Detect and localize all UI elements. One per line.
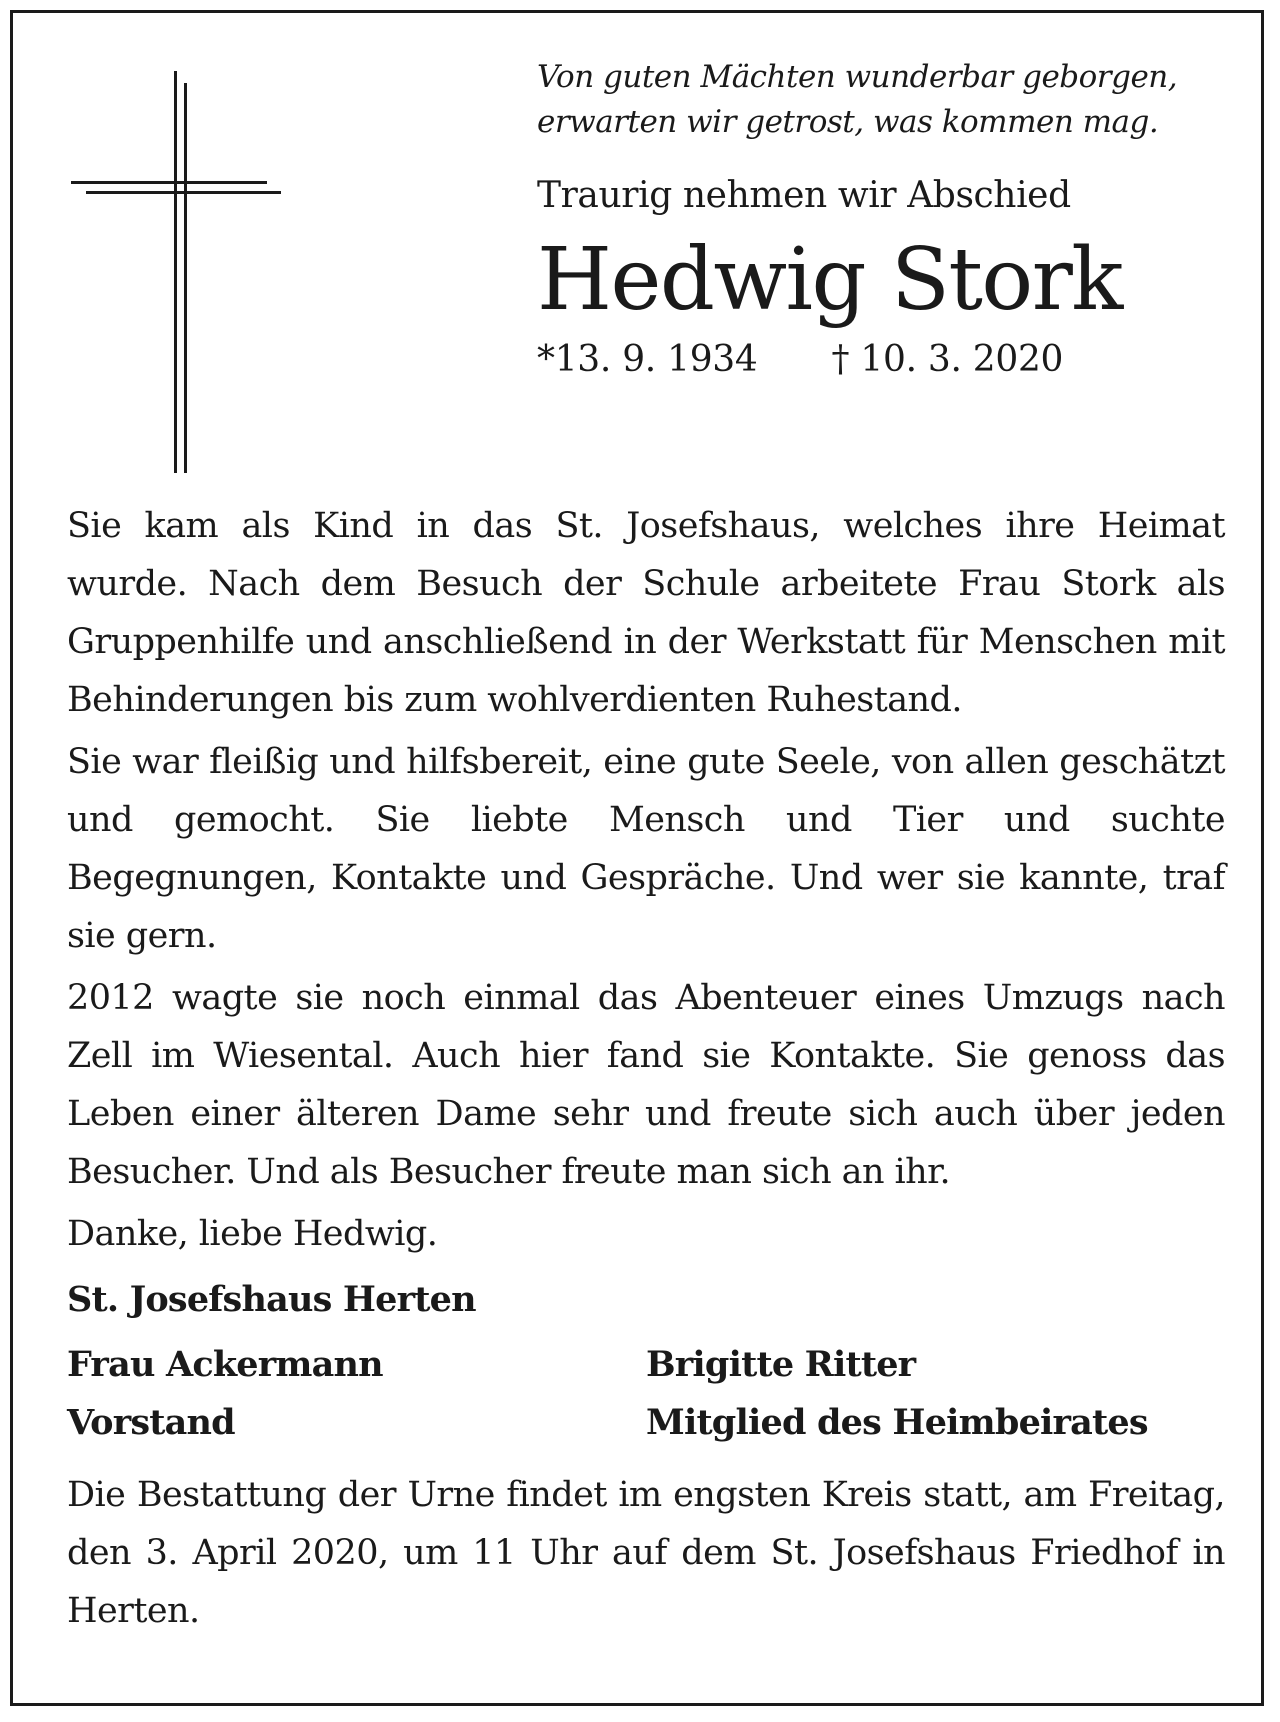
signatory-right — [646, 1336, 1225, 1452]
signatory-role: Vorstand — [67, 1402, 235, 1443]
signatory-left — [67, 1336, 646, 1452]
thanks-line: Danke, liebe Hedwig. — [67, 1214, 438, 1254]
obituary-body — [67, 497, 1225, 1675]
signatory-name: Brigitte Ritter — [646, 1344, 916, 1385]
deceased-name: Hedwig Stork — [537, 230, 1122, 330]
signatory-name: Frau Ackermann — [67, 1344, 383, 1385]
motto-line: Von guten Mächten wunderbar geborgen, — [537, 59, 1178, 95]
paragraph: 2012 wagte sie noch einmal das Abenteuer eines Umzugs nach Zell im Wiesental. Auch hier fand sie Kontakte. Sie genoss das Leben einer älteren Dame sehr und freute sich auch über jeden Besucher. Und als Besucher freute man sich an ihr. — [67, 978, 1225, 1192]
motto-quote — [537, 55, 1237, 145]
signatories — [67, 1336, 1225, 1452]
intro-text: Traurig nehmen wir Abschied — [537, 175, 1071, 216]
birth-date: *13. 9. 1934 — [537, 339, 758, 380]
cross-icon — [71, 71, 281, 473]
paragraph: Sie kam als Kind in das St. Josefshaus, welches ihre Heimat wurde. Nach dem Besuch der Schule arbeitete Frau Stork als Gruppenhilfe und anschließend in der Werkstatt für Menschen mit Behinderungen bis zum wohlverdienten Ruhestand. — [67, 506, 1225, 720]
motto-line: erwarten wir getrost, was kommen mag. — [537, 104, 1159, 140]
paragraph: Sie war fleißig und hilfsbereit, eine gute Seele, von allen geschätzt und gemocht. Sie liebte Mensch und Tier und suchte Begegnungen, Kontakte und Gespräche. Und wer sie kannte, traf sie gern. — [67, 742, 1225, 956]
death-date: † 10. 3. 2020 — [831, 339, 1064, 380]
life-dates — [537, 338, 1237, 382]
burial-notice: Die Bestattung der Urne findet im engsten Kreis statt, am Freitag, den 3. April 2020, um 11 Uhr auf dem St. Josefshaus Friedhof in Herten. — [67, 1475, 1225, 1631]
header-block — [537, 55, 1237, 382]
obituary-notice — [10, 10, 1264, 1706]
signatory-role: Mitglied des Heimbeirates — [646, 1402, 1148, 1443]
signatory-organization: St. Josefshaus Herten — [67, 1279, 476, 1320]
